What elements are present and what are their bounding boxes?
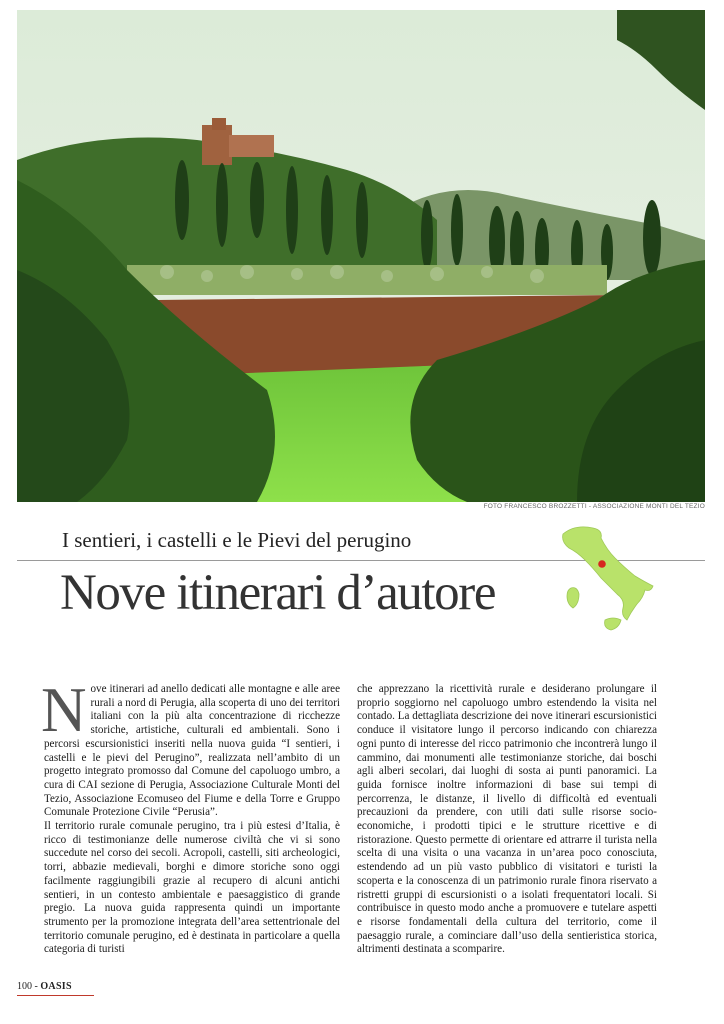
italy-map-icon (555, 516, 660, 634)
page-footer (17, 981, 72, 992)
article-kicker: I sentieri, i castelli e le Pievi del perugino (62, 528, 412, 552)
paragraph: che apprezzano la ricettività rurale e desiderano prolungare il proprio soggiorno nel capoluogo umbro estendendo la visita nel contado. La dettagliata descrizione dei nove itinerari escursionistici conduce il visitatore lungo il percorso indicando con chiarezza ogni punto di interesse del ricco patrimonio che incontrerà lungo il cammino, dai monumenti alle testimonianze storiche, dai boschi agli alberi secolari, dai luoghi di sosta ai punti panoramici. La guida fornisce inoltre informazioni di base sui tempi di percorrenza, le distanze, il livello di difficoltà ed eventuali precauzioni da prendere, con utili dati sulle risorse socio-economiche, i prodotti tipici e le strutture ricettive e di ristorazione. Questo permette di orientare ed attrarre il turista nella scelta di una visita o una vacanza in un’area poco conosciuta, estendendo ad un più vasto pubblico di visitatori e turisti la scoperta e la conoscenza di un patrimonio rurale finora riservato a ristretti gruppi di escursionisti o a isolati frequentatori locali. Si contribuisce in questo modo anche a promuovere e tutelare aspetti e risorse fondamentali della cultura del territorio, come il paesaggio rurale, a cominciare dall’uso della sentieristica storica, altrimenti destinata a scomparire. (357, 683, 657, 956)
location-marker (598, 560, 606, 568)
paragraph: Il territorio rurale comunale perugino, tra i più estesi d’Italia, è ricco di testimonianze delle numerose civiltà che vi si sono succedute nel corso dei secoli. Acropoli, castelli, siti archeologici, torri, abbazie medievali, borghi e dimore storiche sono oggi facilmente raggiungibili grazie al recupero di alcuni antichi sentieri, in un contesto ambientale e paesaggistico di grande pregio. La nuova guida rappresenta quindi un importante strumento per la promozione integrata dell’area settentrionale del territorio comunale perugino, ed è destinata in particolare a quella categoria di turisti (44, 820, 340, 956)
article-column-left (41, 675, 340, 957)
article-headline: Nove itinerari d’autore (60, 565, 496, 621)
photo-credit: FOTO FRANCESCO BROZZETTI - ASSOCIAZIONE MONTI DEL TEZIO (483, 503, 705, 510)
magazine-name: OASIS (40, 981, 72, 992)
page-number: 100 - (17, 981, 38, 992)
footer-rule (17, 995, 94, 996)
paragraph: ove itinerari ad anello dedicati alle montagne e alle aree rurali a nord di Perugia, alla scoperta di uno dei territori italiani con la più alta concentrazione di ricchezze storiche, artistiche, culturali ed ambientali. Sono i percorsi escursionistici inseriti nella nuova guida “I sentieri, i castelli e le pievi del Perugino”, realizzata nell’ambito di un progetto integrato promosso dal Comune del capoluogo umbro, a cura di CAI sezione di Perugia, Associazione Culturale Monti del Tezio, Associazione Ecomuseo del Fiume e della Torre e Gruppo Comunale Protezione Civile “Perusia”. (44, 683, 340, 819)
article-column-right (357, 683, 657, 957)
drop-cap: N (41, 675, 87, 745)
landscape-photo (17, 10, 705, 502)
